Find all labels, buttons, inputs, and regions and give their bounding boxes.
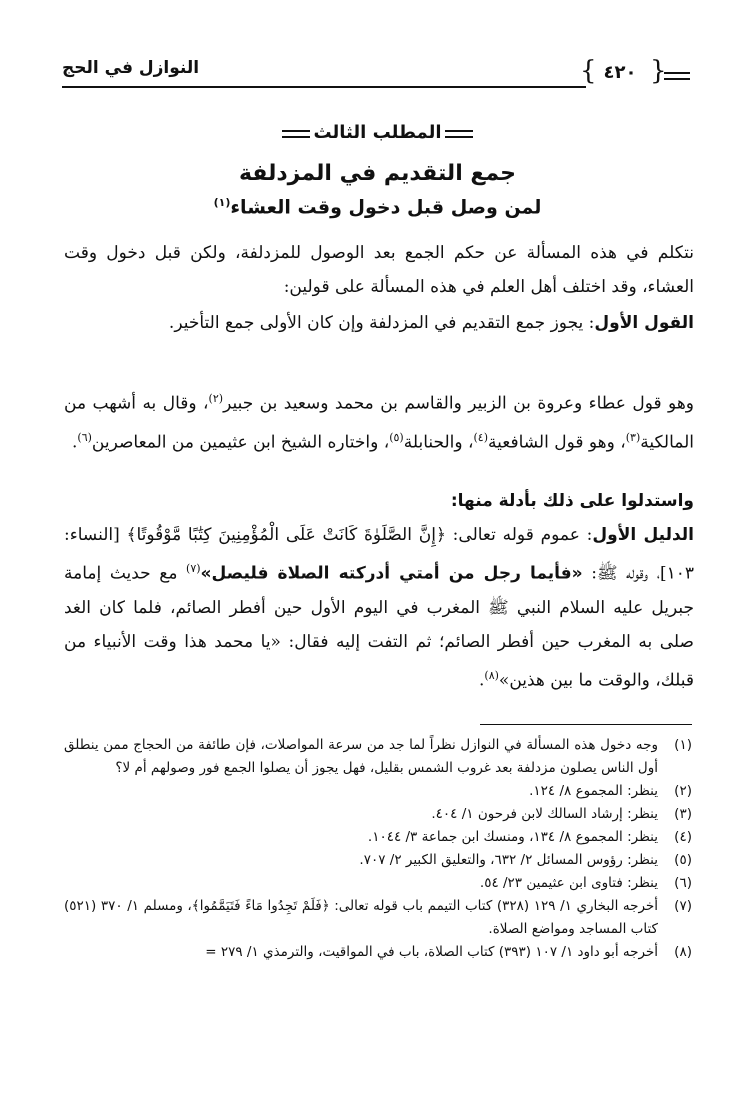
first-evidence-label: الدليل الأول [592, 525, 694, 545]
text-span: . [71, 432, 78, 453]
footnote-text: أخرجه البخاري ١/ ١٢٩ (٣٢٨) كتاب التيمم باب قوله تعالى: ﴿فَلَمْ تَجِدُوا مَاءً فَتَيَمَّمُوا﴾، ومسلم ١/ ٣٧٠ (٥٢١) كتاب المساجد ومواضع الصلاة. [64, 898, 659, 937]
page-number: ٤٢٠ [603, 62, 637, 83]
footnote-text: أخرجه أبو داود ١/ ١٠٧ (٣٩٣) كتاب الصلاة، باب في المواقيت، والترمذي ١/ ٢٧٩ = [205, 944, 658, 960]
header-ornament-line [664, 78, 690, 80]
text-span: ، وهو قول الشافعية [488, 432, 626, 453]
footnotes [64, 734, 692, 964]
footnote-item [64, 849, 692, 872]
footnote-number: (٨) [674, 944, 692, 960]
footnote-number: (٦) [674, 875, 692, 891]
footnote-text: ينظر: المجموع ٨/ ١٢٤. [529, 783, 658, 799]
left-brace-ornament: { [580, 56, 597, 86]
running-title: النوازل في الحج [62, 58, 200, 78]
text-span: مع حديث إمامة جبريل عليه السلام النبي ﷺ المغرب في اليوم الأول حين أفطر الصائم، فلما كان الغد صلى به المغرب حين أفطر الصائم؛ ثم التفت إليه فقال: «يا محمد هذا وقت الأنبياء من قبلك، والوقت ما بين هذين» [64, 563, 694, 691]
text-span: . [479, 670, 485, 691]
footnote-item [64, 780, 692, 803]
section-heading: المطلب الثالث [313, 122, 442, 143]
footnote-number: (١) [674, 737, 692, 753]
paragraph-first-opinion [64, 306, 694, 340]
title-line-2 [0, 196, 755, 218]
header-ornament-line [664, 72, 690, 74]
footnote-ref: (٤) [473, 430, 488, 444]
hadith-quote: «فأيما رجل من أمتي أدركته الصلاة فليصل» [200, 563, 583, 584]
footnote-ref: (١) [213, 196, 231, 209]
footnote-number: (٢) [674, 783, 692, 799]
footnote-separator [480, 724, 692, 725]
footnote-ref: (٢) [208, 392, 224, 405]
footnote-ref: (٨) [484, 668, 499, 682]
first-opinion-text: : يجوز جمع التقديم في المزدلفة وإن كان الأولى جمع التأخير. [168, 313, 595, 333]
paragraph-evidence-intro: واستدلوا على ذلك بأدلة منها: [450, 491, 694, 511]
paragraph-scholars [64, 382, 694, 459]
footnote-number: (٣) [674, 806, 692, 822]
paragraph-first-evidence [64, 518, 694, 697]
heading-ornament-right [445, 136, 473, 138]
footnote-item [64, 734, 692, 780]
footnote-item [64, 941, 692, 964]
right-brace-ornament: } [650, 56, 667, 86]
footnote-item [64, 826, 692, 849]
header-rule [62, 86, 586, 88]
footnote-ref: (٦) [77, 430, 92, 444]
text-span: ، والحنابلة [403, 432, 474, 453]
footnote-number: (٧) [674, 898, 692, 914]
footnote-text: ينظر: إرشاد السالك لابن فرحون ١/ ٤٠٤. [431, 806, 658, 822]
footnote-number: (٤) [674, 829, 692, 845]
text-span: ، وقال به أشهب من المالكية [64, 393, 694, 453]
footnote-text: ينظر: فتاوى ابن عثيمين ٢٣/ ٥٤. [479, 875, 658, 891]
title-line-1: جمع التقديم في المزدلفة [238, 161, 517, 186]
footnote-item [64, 872, 692, 895]
paragraph-intro: نتكلم في هذه المسألة عن حكم الجمع بعد الوصول للمزدلفة، ولكن قبل دخول وقت العشاء، وقد اختلف أهل العلم في هذه المسألة على قولين: [64, 243, 694, 297]
title-line-2-text: لمن وصل قبل دخول وقت العشاء [230, 196, 542, 219]
footnote-text: ينظر: المجموع ٨/ ١٣٤، ومنسك ابن جماعة ٣/ ١٠٤٤. [367, 829, 658, 845]
heading-ornament-right [445, 130, 473, 132]
footnote-item [64, 803, 692, 826]
first-opinion-label: القول الأول [594, 313, 694, 333]
footnote-ref: (٣) [625, 430, 641, 444]
footnote-item [64, 895, 692, 941]
footnote-ref: (٧) [186, 562, 201, 575]
footnote-ref: (٥) [389, 430, 404, 444]
footnote-text: وجه دخول هذه المسألة في النوازل نظراً لما جد من سرعة المواصلات، فإن طائفة من الحجاج ممن ينطلق أول الناس يصلون مزدلفة بعد غروب الشمس بقليل، فهل يجوز أن يصلوا الجمع فور وصولهم أم لا؟ [64, 737, 658, 776]
footnote-number: (٥) [674, 852, 692, 868]
footnote-text: ينظر: رؤوس المسائل ٢/ ٦٣٢، والتعليق الكبير ٢/ ٧٠٧. [359, 852, 658, 868]
text-span: وهو قول عطاء وعروة بن الزبير والقاسم بن محمد وسعيد بن جبير [223, 393, 695, 414]
text-span: : عموم قوله تعالى: ﴿إِنَّ الصَّلَوٰةَ كَانَتْ عَلَى الْمُؤْمِنِينَ كِتَٰبًا مَّوْقُوتًا﴾ [النساء: ١٠٣]، وقوله ﷺ: [64, 525, 694, 584]
text-span: ، واختاره الشيخ ابن عثيمين من المعاصرين [91, 432, 390, 453]
